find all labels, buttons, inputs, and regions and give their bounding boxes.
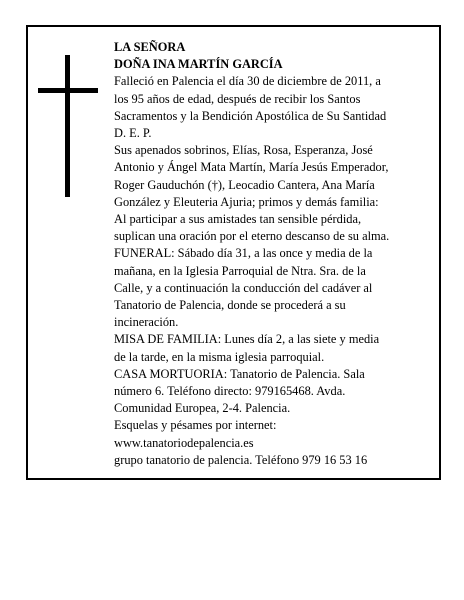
text-line: Esquelas y pésames por internet: xyxy=(114,418,277,433)
text-line: Sacramentos y la Bendición Apostólica de Su Santidad xyxy=(114,108,387,123)
text-line: grupo tanatorio de palencia. Teléfono 979 16 53 16 xyxy=(114,452,368,467)
text-line: Calle, y a continuación la conducción del cadáver al xyxy=(114,280,373,295)
text-line: Sus apenados sobrinos, Elías, Rosa, Esperanza, José xyxy=(114,143,373,158)
text-line: Roger Gauduchón (†), Leocadio Cantera, Ana María xyxy=(114,177,375,192)
obituary-text xyxy=(114,39,430,469)
cross-horizontal-bar xyxy=(38,88,98,93)
text-line: Al participar a sus amistades tan sensible pérdida, xyxy=(114,212,362,227)
cross-vertical-bar xyxy=(65,55,70,197)
text-line: González y Eleuteria Ajuria; primos y demás familia: xyxy=(114,194,379,209)
cross-icon xyxy=(38,55,98,197)
text-line: D. E. P. xyxy=(114,126,152,141)
text-line: MISA DE FAMILIA: Lunes día 2, a las siete y media xyxy=(114,332,380,347)
text-line: Antonio y Ángel Mata Martín, María Jesús Emperador, xyxy=(114,160,389,175)
deceased-title: LA SEÑORA xyxy=(114,40,186,54)
deceased-name: DOÑA INA MARTÍN GARCÍA xyxy=(114,57,283,72)
text-line: suplican una oración por el eterno descanso de su alma. xyxy=(114,229,390,244)
text-line: número 6. Teléfono directo: 979165468. Avda. xyxy=(114,384,346,399)
text-line: Tanatorio de Palencia, donde se procederá a su xyxy=(114,298,346,313)
text-line: mañana, en la Iglesia Parroquial de Ntra. Sra. de la xyxy=(114,263,366,278)
text-line: CASA MORTUORIA: Tanatorio de Palencia. Sala xyxy=(114,366,365,381)
text-line: Comunidad Europea, 2-4. Palencia. xyxy=(114,401,291,416)
text-line: de la tarde, en la misma iglesia parroquial. xyxy=(114,349,325,364)
text-line: incineración. xyxy=(114,315,179,330)
website-link[interactable]: www.tanatoriodepalencia.es xyxy=(114,435,254,450)
text-line: los 95 años de edad, después de recibir los Santos xyxy=(114,91,361,106)
text-line: FUNERAL: Sábado día 31, a las once y media de la xyxy=(114,246,373,261)
text-line: Falleció en Palencia el día 30 de diciembre de 2011, a xyxy=(114,74,381,89)
